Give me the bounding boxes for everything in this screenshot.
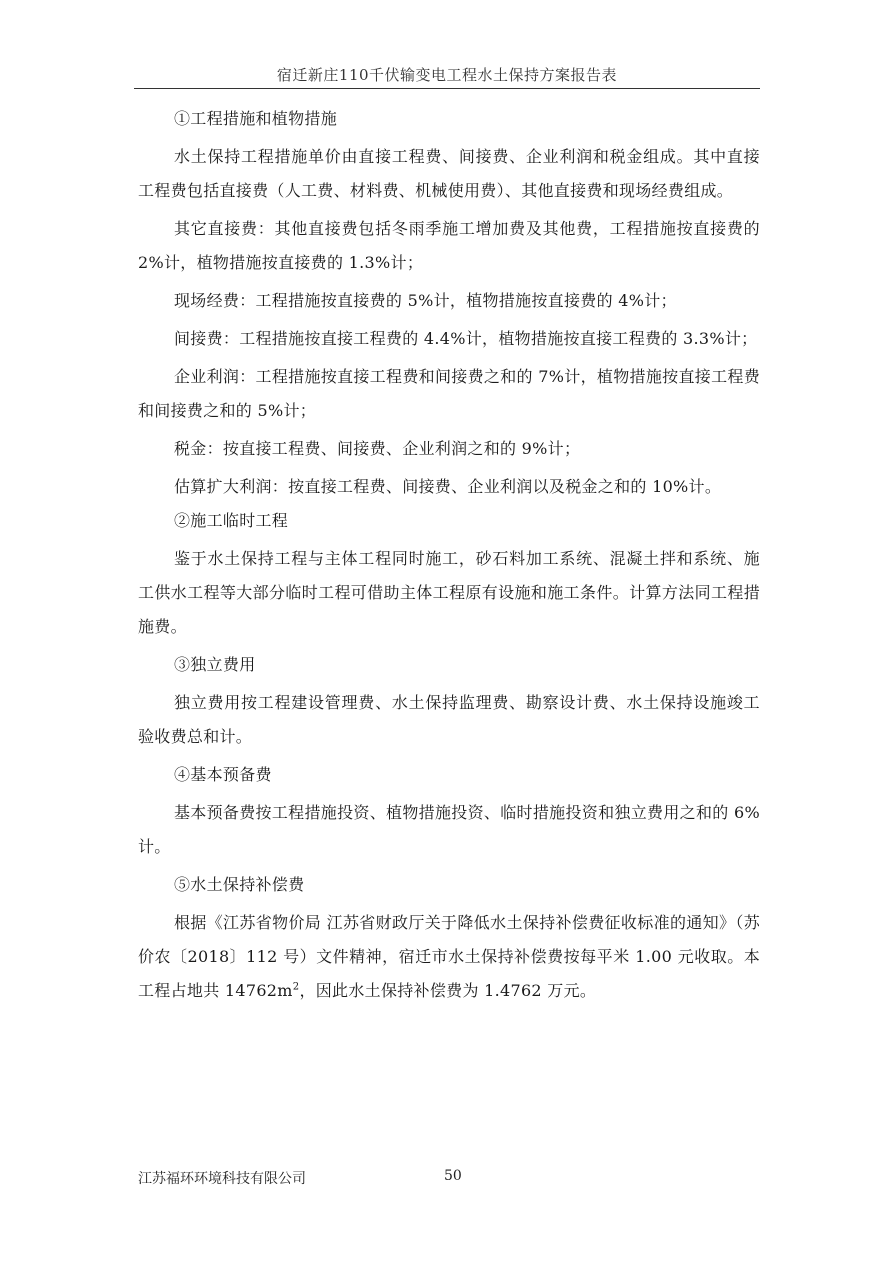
page-number: 50 — [444, 1168, 462, 1184]
paragraph-unit-price-composition: 水土保持工程措施单价由直接工程费、间接费、企业利润和税金组成。其中直接工程费包括直接费（人工费、材料费、机械使用费）、其他直接费和现场经费组成。 — [138, 147, 760, 200]
paragraph-compensation-fee — [138, 906, 760, 1008]
paragraph-basic-reserve: 基本预备费按工程措施投资、植物措施投资、临时措施投资和独立费用之和的 6%计。 — [138, 803, 760, 856]
paragraph-tax: 税金：按直接工程费、间接费、企业利润之和的 9%计； — [174, 439, 581, 458]
heading-temporary-works: ②施工临时工程 — [174, 511, 289, 530]
compensation-text-before: 根据《江苏省物价局 江苏省财政厅关于降低水土保持补偿费征收标准的通知》（苏价农〔2018〕112 号）文件精神，宿迁市水土保持补偿费按每平米 1.00 元收取。本工程占地共 14762m — [138, 913, 760, 1000]
heading-basic-reserve: ④基本预备费 — [174, 765, 272, 784]
paragraph-indirect-cost: 间接费：工程措施按直接工程费的 4.4%计，植物措施按直接工程费的 3.3%计； — [174, 329, 758, 348]
paragraph-site-cost: 现场经费：工程措施按直接费的 5%计，植物措施按直接费的 4%计； — [174, 291, 677, 310]
heading-engineering-plant-measures: ①工程措施和植物措施 — [174, 109, 338, 128]
heading-compensation-fee: ⑤水土保持补偿费 — [174, 875, 305, 894]
header-divider — [134, 88, 760, 89]
area-unit-superscript: 2 — [292, 981, 300, 993]
paragraph-other-direct-cost: 其它直接费：其他直接费包括冬雨季施工增加费及其他费，工程措施按直接费的 2%计，植物措施按直接费的 1.3%计； — [138, 219, 760, 272]
paragraph-expanded-profit: 估算扩大利润：按直接工程费、间接费、企业利润以及税金之和的 10%计。 — [174, 477, 722, 496]
page-header-title: 宿迁新庄110千伏输变电工程水土保持方案报告表 — [276, 66, 618, 84]
heading-independent-cost: ③独立费用 — [174, 655, 256, 674]
compensation-text-after: ，因此水土保持补偿费为 1.4762 万元。 — [299, 981, 597, 1000]
footer-company: 江苏福环环境科技有限公司 — [138, 1171, 306, 1187]
paragraph-enterprise-profit: 企业利润：工程措施按直接工程费和间接费之和的 7%计，植物措施按直接工程费和间接费之和的 5%计； — [138, 367, 760, 420]
paragraph-independent-cost: 独立费用按工程建设管理费、水土保持监理费、勘察设计费、水土保持设施竣工验收费总和计。 — [138, 693, 760, 746]
paragraph-temporary-works: 鉴于水土保持工程与主体工程同时施工，砂石料加工系统、混凝土拌和系统、施工供水工程等大部分临时工程可借助主体工程原有设施和施工条件。计算方法同工程措施费。 — [138, 549, 760, 636]
body-content — [138, 102, 760, 1008]
